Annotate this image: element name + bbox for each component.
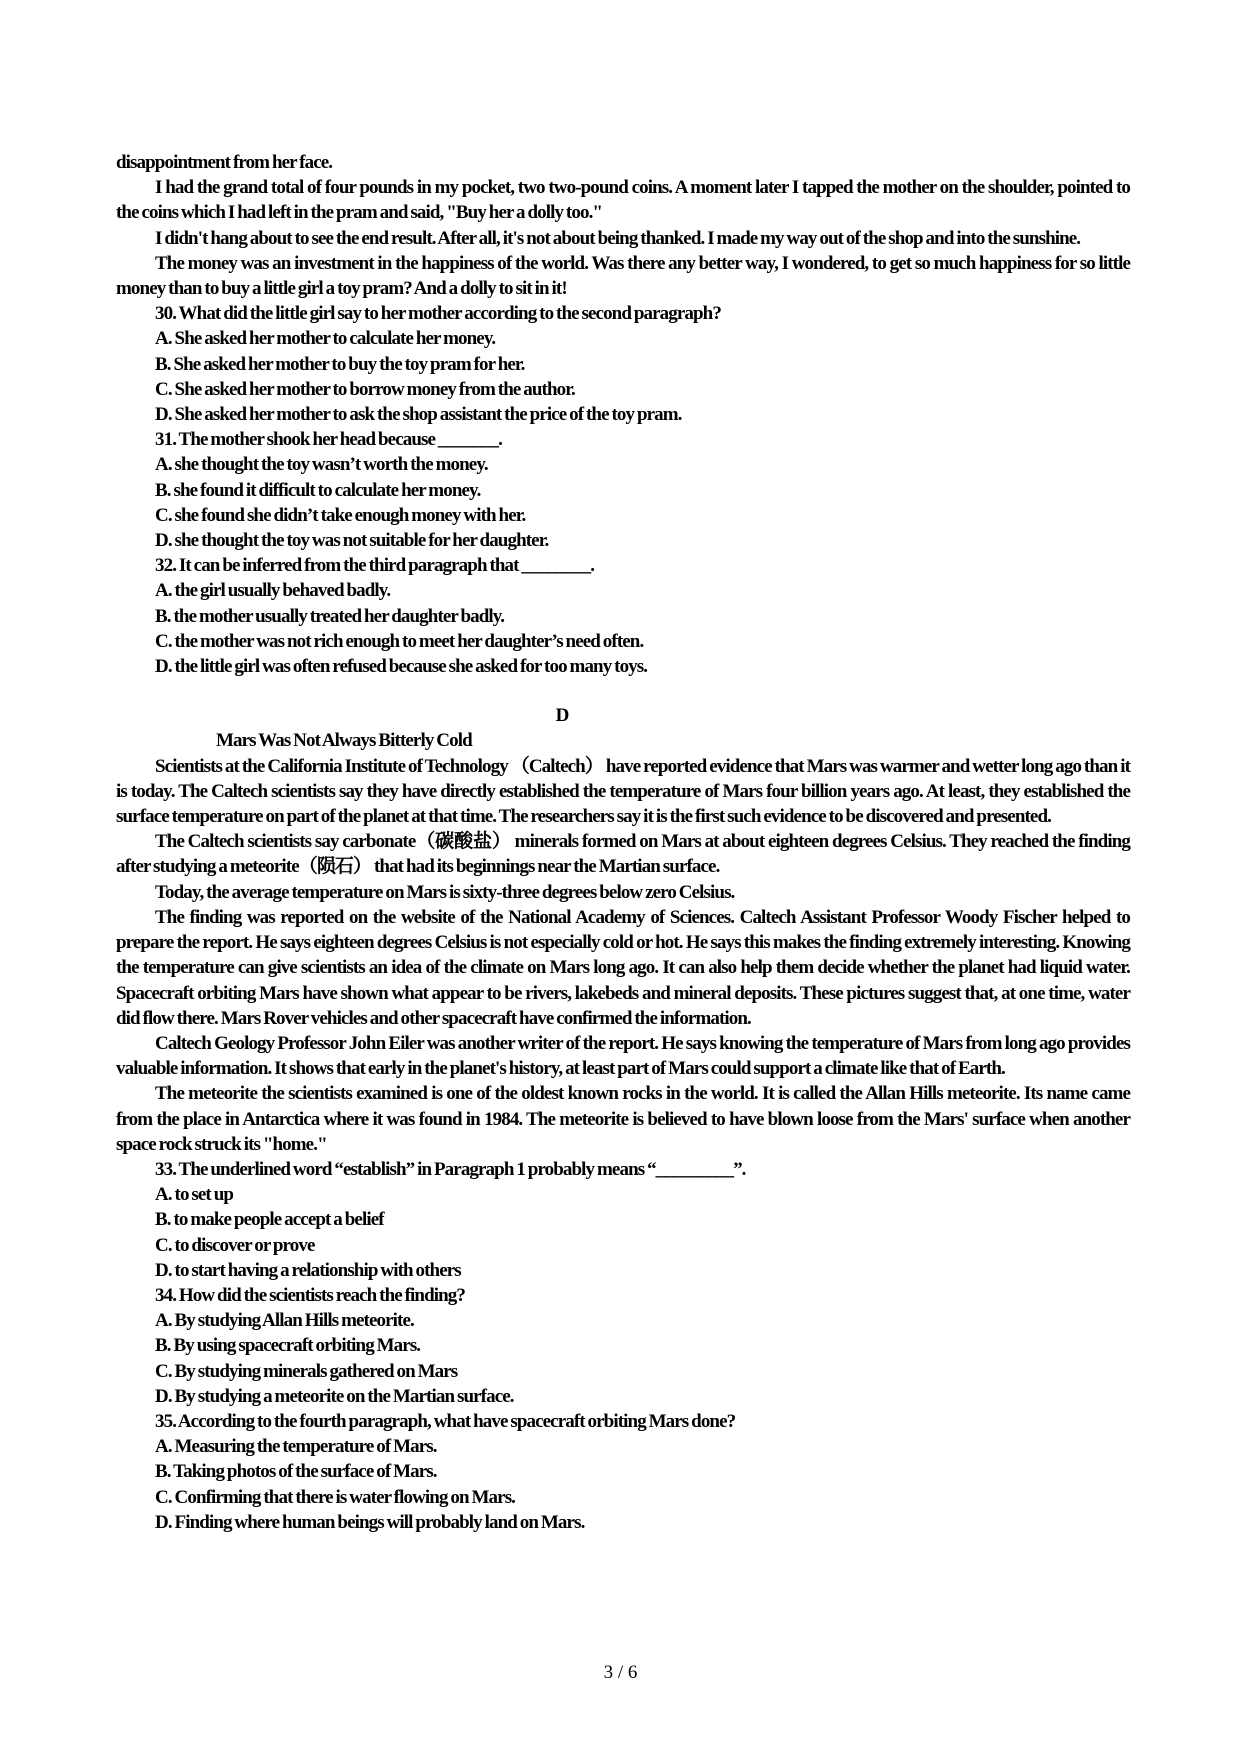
- question-option: B. the mother usually treated her daughter badly.: [155, 605, 505, 627]
- document-page: [116, 150, 1130, 1535]
- question-option: C. By studying minerals gathered on Mars: [155, 1360, 458, 1382]
- passage-title: Mars Was Not Always Bitterly Cold: [216, 730, 472, 752]
- question-stem-30: 30. What did the little girl say to her mother according to the second paragraph?: [155, 303, 721, 325]
- section-spacer: [116, 679, 1130, 703]
- question-option: C. Confirming that there is water flowing on Mars.: [155, 1486, 516, 1508]
- question-option: B. Taking photos of the surface of Mars.: [155, 1461, 437, 1483]
- question-option: D. the little girl was often refused because she asked for too many toys.: [155, 656, 648, 678]
- paragraph: The money was an investment in the happiness of the world. Was there any better way, I wondered, to get so much happiness for so little money than to buy a little girl a toy pram? And a dolly to sit in it!: [116, 252, 1130, 300]
- question-option: A. to set up: [155, 1184, 234, 1206]
- question-option: B. to make people accept a belief: [155, 1209, 384, 1231]
- question-option: A. she thought the toy wasn’t worth the money.: [155, 454, 488, 476]
- paragraph: The Caltech scientists say carbonate（碳酸盐） minerals formed on Mars at about eighteen degrees Celsius. They reached the finding after studying a meteorite（陨石） that had its beginnings near the Martian surface.: [116, 831, 1130, 878]
- page-number: 3 / 6: [603, 1662, 638, 1683]
- question-option: A. Measuring the temperature of Mars.: [155, 1436, 437, 1458]
- question-stem-31: 31. The mother shook her head because _______.: [155, 429, 502, 451]
- paragraph: I didn't hang about to see the end result. After all, it's not about being thanked. I made my way out of the shop and into the sunshine.: [155, 227, 1081, 249]
- paragraph: The finding was reported on the website of the National Academy of Sciences. Caltech Assistant Professor Woody Fischer helped to prepare the report. He says eighteen degrees Celsius is not especially cold or hot. He says this makes the finding extremely interesting. Knowing the temperature can give scientists an idea of the climate on Mars long ago. It can also help them decide whether the planet had liquid water. Spacecraft orbiting Mars have shown what appear to be rivers, lakebeds and mineral deposits. These pictures suggest that, at one time, water did flow there. Mars Rover vehicles and other spacecraft have confirmed the information.: [116, 906, 1130, 1029]
- question-option: A. She asked her mother to calculate her money.: [155, 328, 496, 350]
- question-option: A. the girl usually behaved badly.: [155, 580, 391, 602]
- paragraph: Today, the average temperature on Mars is sixty-three degrees below zero Celsius.: [155, 881, 735, 903]
- question-option: C. she found she didn’t take enough money with her.: [155, 504, 526, 526]
- question-option: C. She asked her mother to borrow money from the author.: [155, 378, 575, 400]
- question-stem-35: 35. According to the fourth paragraph, what have spacecraft orbiting Mars done?: [155, 1410, 736, 1432]
- question-stem-32: 32. It can be inferred from the third paragraph that ________.: [155, 555, 595, 577]
- question-option: A. By studying Allan Hills meteorite.: [155, 1310, 414, 1332]
- question-stem-33: 33. The underlined word “establish” in Paragraph 1 probably means “_________”.: [155, 1158, 746, 1180]
- paragraph: I had the grand total of four pounds in my pocket, two two-pound coins. A moment later I tapped the mother on the shoulder, pointed to the coins which I had left in the pram and said, "Buy her a dolly too.": [116, 177, 1130, 224]
- question-option: B. By using spacecraft orbiting Mars.: [155, 1335, 421, 1357]
- paragraph-continuation: disappointment from her face.: [116, 152, 333, 173]
- question-stem-34: 34. How did the scientists reach the finding?: [155, 1284, 466, 1306]
- question-option: C. the mother was not rich enough to meet her daughter’s need often.: [155, 630, 644, 652]
- question-option: D. to start having a relationship with others: [155, 1259, 461, 1281]
- paragraph: Caltech Geology Professor John Eiler was another writer of the report. He says knowing the temperature of Mars from long ago provides valuable information. It shows that early in the planet's history, at least part of Mars could support a climate like that of Earth.: [116, 1032, 1130, 1080]
- question-option: B. she found it difficult to calculate her money.: [155, 479, 481, 501]
- question-option: D. Finding where human beings will probably land on Mars.: [155, 1511, 585, 1533]
- section-letter: D: [555, 705, 569, 727]
- question-option: B. She asked her mother to buy the toy pram for her.: [155, 353, 525, 375]
- paragraph: Scientists at the California Institute of Technology （Caltech） have reported evidence that Mars was warmer and wetter long ago than it is today. The Caltech scientists say they have directly established the temperature of Mars four billion years ago. At least, they established the surface temperature on part of the planet at that time. The researchers say it is the first such evidence to be discovered and presented.: [116, 755, 1130, 828]
- question-option: D. By studying a meteorite on the Martian surface.: [155, 1385, 514, 1407]
- paragraph: The meteorite the scientists examined is one of the oldest known rocks in the world. It is called the Allan Hills meteorite. Its name came from the place in Antarctica where it was found in 1984. The meteorite is believed to have blown loose from the Mars' surface when another space rock struck its "home.": [116, 1083, 1130, 1155]
- question-option: C. to discover or prove: [155, 1234, 315, 1256]
- question-option: D. she thought the toy was not suitable for her daughter.: [155, 530, 549, 552]
- question-option: D. She asked her mother to ask the shop assistant the price of the toy pram.: [155, 404, 682, 426]
